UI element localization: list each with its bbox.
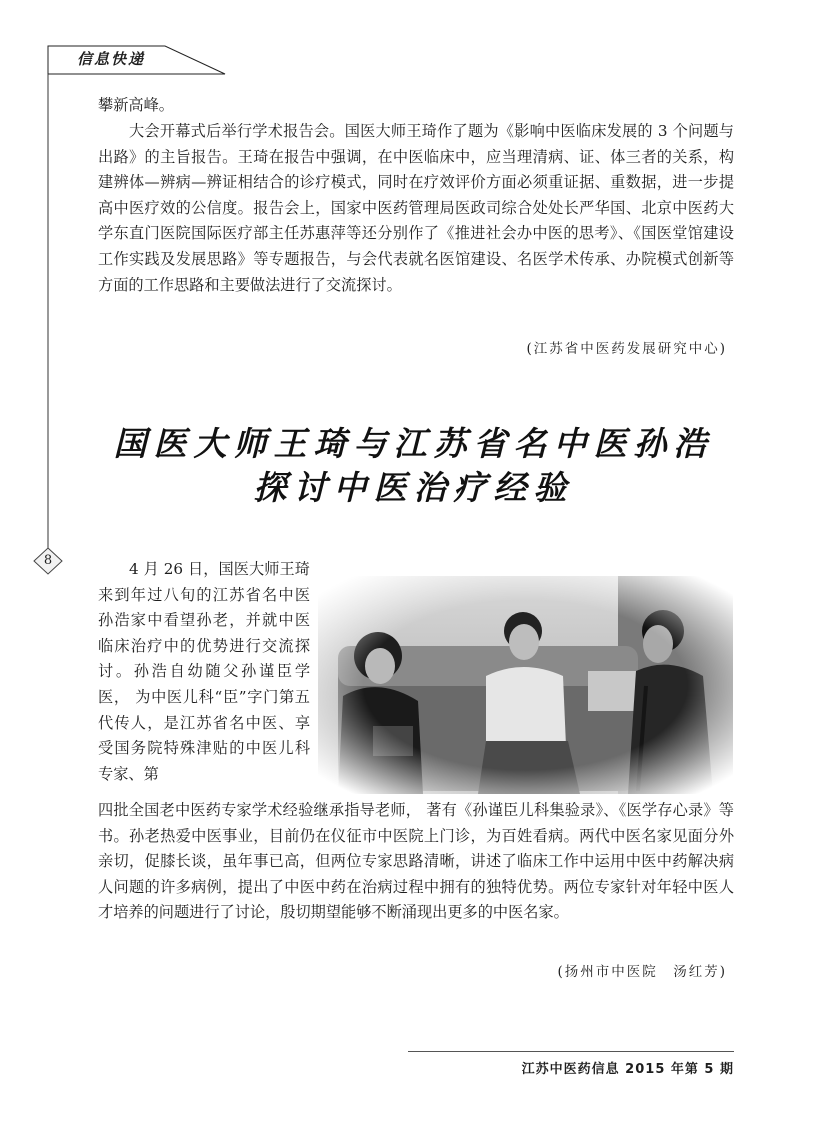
article2-full-paragraph: 四批全国老中医药专家学术经验继承指导老师， 著有《孙谨臣儿科集验录》、《医学存心录》等书。孙老热爱中医事业，目前仍在仪征市中医院上门诊，为百姓看病。两代中医名家见面分外亲切，促膝长谈，虽年事已高，但两位专家思路清晰，讲述了临床工作中运用中医中药解决病人问题的许多病例，提出了中医中药在治病过程中拥有的独特优势。两位专家针对年轻中医人才培养的问题进行了讨论，殷切期望能够不断涌现出更多的中医名家。	[98, 801, 734, 922]
meeting-photo	[318, 576, 733, 794]
article2-wrapped-paragraph: 4 月 26 日，国医大师王琦来到年过八旬的江苏省名中医孙浩家中看望孙老，并就中医临床治疗中的优势进行交流探讨。孙浩自幼随父孙谨臣学医， 为中医儿科“臣”字门第五代传人，是江苏省名中医、享受国务院特殊津贴的中医儿科专家、第	[98, 560, 310, 783]
article1-continued-paragraph: 攀新高峰。	[98, 96, 174, 114]
article1-credit: (江苏省中医药发展研究中心)	[526, 341, 727, 357]
article1-main-paragraph: 大会开幕式后举行学术报告会。国医大师王琦作了题为《影响中医临床发展的 3 个问题与出路》的主旨报告。王琦在报告中强调，在中医临床中，应当理清病、证、体三者的关系，构建辨体—辨病—辨证相结合的诊疗模式，同时在疗效评价方面必须重证据、重数据，进一步提高中医疗效的公信度。报告会上，国家中医药管理局医政司综合处处长严华国、北京中医药大学东直门医院国际医疗部主任苏惠萍等还分别作了《推进社会办中医的思考》、《国医堂馆建设工作实践及发展思路》等专题报告，与会代表就名医馆建设、名医学术传承、办院模式创新等方面的工作思路和主要做法进行了交流探讨。	[98, 122, 734, 294]
footer-rule	[408, 1051, 734, 1052]
article2-title-line2: 探讨中医治疗经验	[253, 468, 574, 507]
article2-title-line1: 国医大师王琦与江苏省名中医孙浩	[113, 424, 714, 463]
footer-journal-info: 江苏中医药信息 2015 年第 5 期	[521, 1062, 734, 1077]
article2-credit: (扬州市中医院 汤红芳)	[557, 964, 727, 980]
section-label: 信息快递	[77, 50, 146, 68]
page-number: 8	[43, 553, 53, 568]
